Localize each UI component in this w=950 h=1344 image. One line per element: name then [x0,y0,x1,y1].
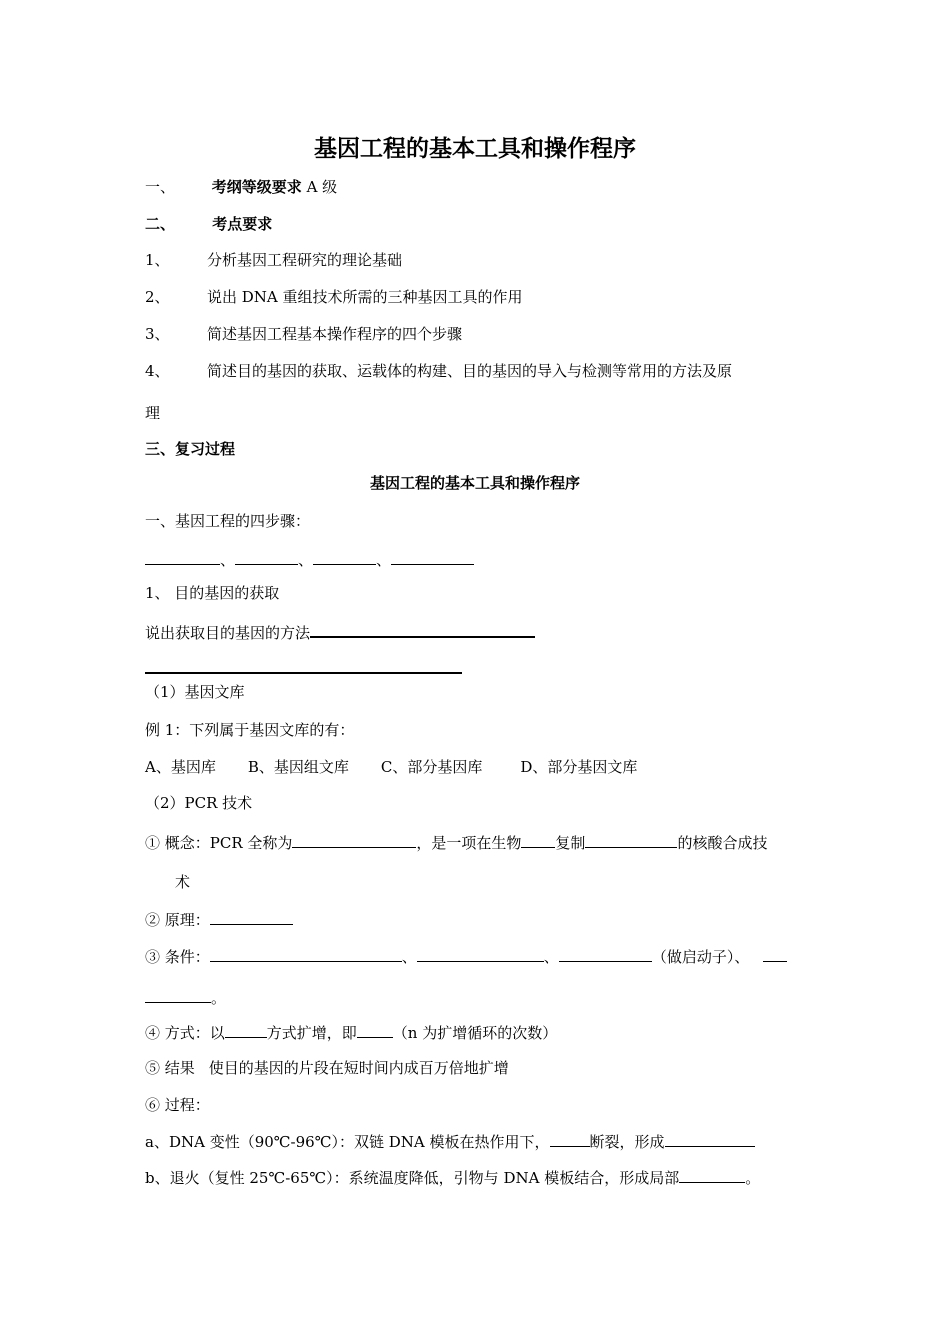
point-text: 简述基因工程基本操作程序的四个步骤 [207,325,463,343]
blank[interactable] [210,945,402,962]
steps-heading: 一、基因工程的四步骤： [145,512,311,530]
blank[interactable] [357,1021,393,1038]
principle-line [145,908,293,930]
option-b: B、基因组文库 [247,758,349,776]
library-heading: （1）基因文库 [145,683,245,701]
methods-label: 说出获取目的基因的方法 [145,624,311,642]
example-1: 例 1：下列属于基因文库的有： [145,721,355,739]
section-label: 考点要求 [212,215,273,233]
blank[interactable] [585,831,677,848]
separator: 、 [298,551,314,569]
section-number: 一、 [145,178,176,196]
blank[interactable] [310,620,535,638]
blank[interactable] [145,548,220,565]
method-label: ④ 方式：以 [145,1024,225,1042]
concept-text: 复制 [555,834,586,852]
section-1 [145,177,337,197]
blank[interactable] [679,1166,745,1183]
blank[interactable] [235,548,298,565]
blank[interactable] [550,1130,590,1147]
section-label: 考纲等级要求 [211,178,302,196]
blank[interactable] [763,945,787,962]
process-heading: ⑥ 过程： [145,1096,210,1114]
process-a-text: 断裂，形成 [589,1133,665,1151]
conditions-text: （做启动子）、 [651,948,750,966]
point-text: 分析基因工程研究的理论基础 [207,251,403,269]
separator: 、 [220,551,236,569]
method-text: 方式扩增，即 [266,1024,357,1042]
concept-text: 的核酸合成技 [677,834,768,852]
period: 。 [745,1169,761,1187]
process-b-line [145,1166,760,1188]
options-row [145,757,637,777]
part1-heading: 1、 目的基因的获取 [145,584,280,602]
section-value: A 级 [306,178,338,196]
point-1 [145,250,402,270]
blank[interactable] [559,945,652,962]
concept-label: ① 概念：PCR 全称为 [145,834,293,852]
process-a-text: a、DNA 变性（90℃-96℃）：双链 DNA 模板在热作用下， [145,1133,550,1151]
option-a: A、基因库 [145,758,216,776]
blank[interactable] [225,1021,267,1038]
section-3: 三、复习过程 [145,440,236,458]
result-label: ⑤ 结果 [145,1059,195,1077]
conditions-continued [145,986,226,1008]
blank[interactable] [210,908,293,925]
blank[interactable] [391,548,474,565]
section-2 [145,214,272,234]
point-number: 4、 [145,362,170,380]
point-4 [145,361,732,381]
blank[interactable] [145,656,462,674]
separator: 、 [376,551,392,569]
methods-blank-line [145,656,462,679]
concept-text: ，是一项在生物 [416,834,522,852]
option-d: D、部分基因文库 [520,758,638,776]
point-number: 2、 [145,288,170,306]
point-number: 3、 [145,325,170,343]
blank[interactable] [665,1130,755,1147]
blank[interactable] [417,945,544,962]
blank[interactable] [313,548,376,565]
conditions-line [145,945,787,967]
concept-continued: 术 [175,873,191,891]
blank[interactable] [521,831,555,848]
point-3 [145,324,462,344]
pcr-heading: （2）PCR 技术 [145,794,253,812]
point-4-continued: 理 [145,404,161,422]
process-b-text: b、退火（复性 25℃-65℃）：系统温度降低，引物与 DNA 模板结合，形成局部 [145,1169,680,1187]
method-line [145,1021,557,1043]
page-title: 基因工程的基本工具和操作程序 [314,135,636,162]
conditions-label: ③ 条件： [145,948,210,966]
point-2 [145,287,523,307]
separator: 、 [543,948,559,966]
blank[interactable] [292,831,416,848]
option-c: C、部分基因库 [380,758,483,776]
principle-label: ② 原理： [145,911,210,929]
methods-prompt [145,620,535,643]
blank[interactable] [145,986,211,1003]
subtitle: 基因工程的基本工具和操作程序 [369,474,580,492]
separator: 、 [401,948,417,966]
section-number: 二、 [145,215,176,233]
result-line [145,1058,509,1078]
period: 。 [211,989,227,1007]
steps-blanks [145,548,474,570]
result-text: 使目的基因的片段在短时间内成百万倍地扩增 [208,1059,509,1077]
point-text: 简述目的基因的获取、运载体的构建、目的基因的导入与检测等常用的方法及原 [207,362,733,380]
process-a-line [145,1130,755,1152]
point-text: 说出 DNA 重组技术所需的三种基因工具的作用 [207,288,523,306]
method-note: （n 为扩增循环的次数） [392,1024,558,1042]
point-number: 1、 [145,251,170,269]
concept-line [145,831,767,853]
